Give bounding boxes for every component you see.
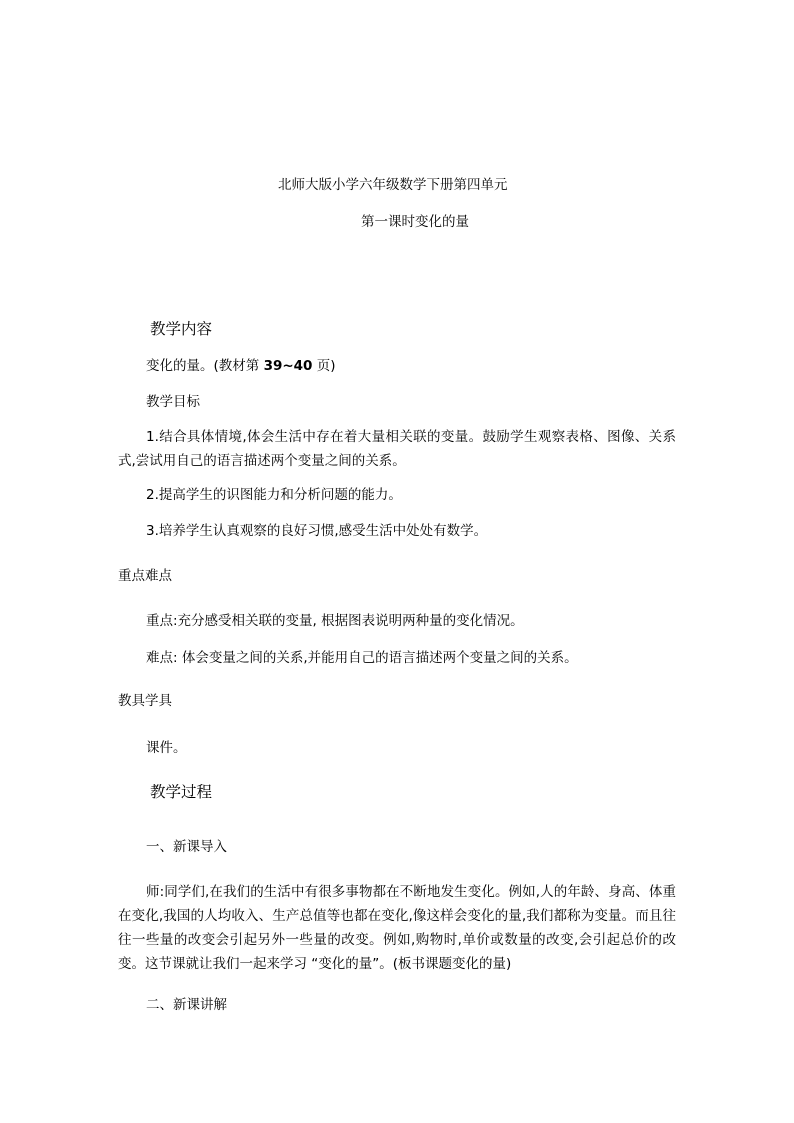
- key-point-text: 重点:充分感受相关联的变量, 根据图表说明两种量的变化情况。: [146, 613, 524, 629]
- goal-item-2: 2.提高学生的识图能力和分析问题的能力。: [146, 487, 402, 503]
- content-pages: 39~40: [263, 358, 313, 374]
- content-prefix: 变化的量。(教材第: [146, 358, 264, 374]
- lesson-title: 第一课时变化的量: [361, 214, 469, 230]
- heading-teaching-goals: 教学目标: [146, 394, 200, 410]
- heading-teaching-process: 教学过程: [150, 783, 213, 801]
- section-heading-2: 二、新课讲解: [146, 997, 227, 1013]
- goal-item-1: 1.结合具体情境,体会生活中存在着大量相关联的变量。鼓励学生观察表格、图像、关系式,尝试用自己的语言描述两个变量之间的关系。: [118, 429, 676, 469]
- goal-item-3: 3.培养学生认真观察的良好习惯,感受生活中处处有数学。: [146, 523, 488, 539]
- tools-text: 课件。: [146, 740, 187, 756]
- content-suffix: 页): [312, 358, 336, 374]
- heading-key-points: 重点难点: [118, 568, 172, 584]
- difficulty-text: 难点: 体会变量之间的关系,并能用自己的语言描述两个变量之间的关系。: [146, 650, 578, 666]
- document-title: 北师大版小学六年级数学下册第四单元: [278, 177, 508, 193]
- heading-tools: 教具学具: [118, 693, 172, 709]
- teaching-content-text: [146, 357, 336, 375]
- heading-teaching-content: 教学内容: [150, 320, 213, 338]
- intro-paragraph: 师:同学们,在我们的生活中有很多事物都在不断地发生变化。例如,人的年龄、身高、体重在变化,我国的人均收入、生产总值等也都在变化,像这样会变化的量,我们都称为变量。而且往往一些量的改变会引起另外一些量的改变。例如,购物时,单价或数量的改变,会引起总价的改变。这节课就让我们一起来学习 “变化的量”。(板书课题变化的量): [118, 884, 676, 972]
- section-heading-1: 一、新课导入: [146, 839, 227, 855]
